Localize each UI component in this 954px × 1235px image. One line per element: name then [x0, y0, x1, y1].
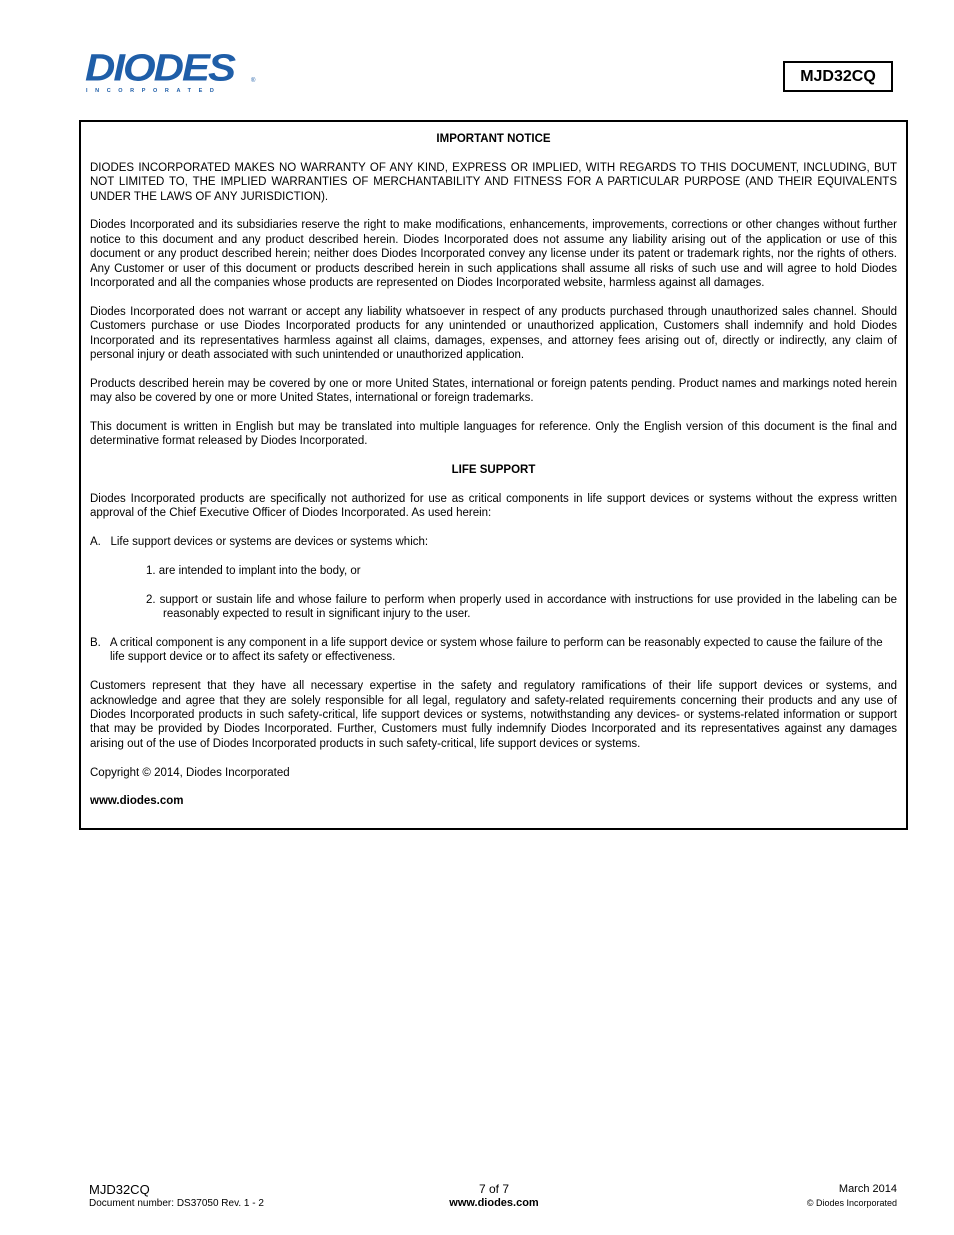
notice-patents-paragraph: Products described herein may be covered by one or more United States, international or foreign patents pending. Product names and markings noted herein may also be covered by one or more United States, international or foreign trademarks. [90, 377, 897, 405]
footer-copyright: © Diodes Incorporated [806, 1198, 897, 1208]
logo-subtext: INCORPORATED [86, 88, 222, 94]
notice-modifications-paragraph: Diodes Incorporated and its subsidiaries reserve the right to make modifications, enhancements, improvements, corrections or other changes without further notice to this document and any product described herein. Diodes Incorporated does not assume any liability arising out of the application or use of this document or any product described herein; neither does Diodes Incorporated convey any license under its patent or trademark rights, nor the rights of others. Any Customer or user of this document or products described herein in such applications shall assume all risks of such use and will agree to hold Diodes Incorporated and all the companies whose products are represented on Diodes Incorporated website, harmless against all damages. [90, 219, 897, 290]
footer-website-link[interactable]: www.diodes.com [449, 1197, 539, 1209]
website-link[interactable]: www.diodes.com [90, 795, 184, 808]
life-support-item-b: B. A critical component is any component in a life support device or system whose failure to perform can be reasonably expected to cause the failure of the life support device or to affect its safety or effectiveness. [90, 637, 886, 664]
notice-language-paragraph: This document is written in English but may be translated into multiple languages for reference. Only the English version of this document is the final and determinative format released by Diodes Incorporated. [90, 421, 897, 448]
notice-title: IMPORTANT NOTICE [436, 133, 551, 145]
footer-part-number: MJD32CQ [89, 1182, 150, 1197]
life-support-item-a2: 2. support or sustain life and whose failure to perform when properly used in accordance with instructions for use provided in the labeling can be reasonably expected to result in significant injury to the user. [146, 593, 897, 621]
life-support-customers-paragraph: Customers represent that they have all necessary expertise in the safety and regulatory ramifications of their life support devices or systems, and acknowledge and agree that they are solely responsible for all legal, regulatory and safety-related requirements concerning their products and any use of Diodes Incorporated products in such safety-critical, life support devices or systems, notwithstanding any devices- or systems-related information or support that may be provided by Diodes Incorporated. Further, Customers must fully indemnify Diodes Incorporated and its representatives against any damages arising out of the use of Diodes Incorporated products in such safety-critical, life support devices or systems. [90, 680, 897, 750]
logo-wordmark: DIODES [85, 46, 235, 89]
important-notice-box [79, 120, 908, 830]
footer-date: March 2014 [838, 1183, 897, 1195]
footer-page-number: 7 of 7 [478, 1182, 510, 1196]
life-support-title: LIFE SUPPORT [451, 464, 536, 477]
copyright-line: Copyright © 2014, Diodes Incorporated [90, 766, 290, 779]
life-support-item-a1: 1. are intended to implant into the body, or [146, 565, 361, 578]
footer-center [400, 1182, 588, 1210]
part-number-box: MJD32CQ [783, 61, 893, 92]
footer-left [89, 1182, 264, 1210]
footer-document-number: Document number: DS37050 Rev. 1 - 2 [89, 1198, 264, 1209]
notice-liability-paragraph: Diodes Incorporated does not warrant or accept any liability whatsoever in respect of any products purchased through unauthorized sales channel. Should Customers purchase or use Diodes Incorporated products for any unintended or unauthorized application, Customers shall indemnify and hold Diodes Incorporated and its representatives harmless against all claims, damages, expenses, and attorney fees arising out of, directly or indirectly, any claim of personal injury or death associated with such unintended or unauthorized application. [90, 305, 897, 362]
notice-warranty-paragraph: DIODES INCORPORATED MAKES NO WARRANTY OF ANY KIND, EXPRESS OR IMPLIED, WITH REGARDS TO THIS DOCUMENT, INCLUDING, BUT NOT LIMITED TO, THE IMPLIED WARRANTIES OF MERCHANTABILITY AND FITNESS FOR A PARTICULAR PURPOSE (AND THEIR EQUIVALENTS UNDER THE LAWS OF ANY JURISDICTION). [90, 161, 897, 203]
life-support-item-a: A. Life support devices or systems are devices or systems which: [90, 536, 429, 549]
life-support-intro: Diodes Incorporated products are specifically not authorized for use as critical components in life support devices or systems without the express written approval of the Chief Executive Officer of Diodes Incorporated. As used herein: [90, 493, 897, 520]
logo-registered-mark: ® [251, 78, 256, 84]
footer-right [807, 1182, 897, 1209]
diodes-logo [85, 46, 257, 98]
